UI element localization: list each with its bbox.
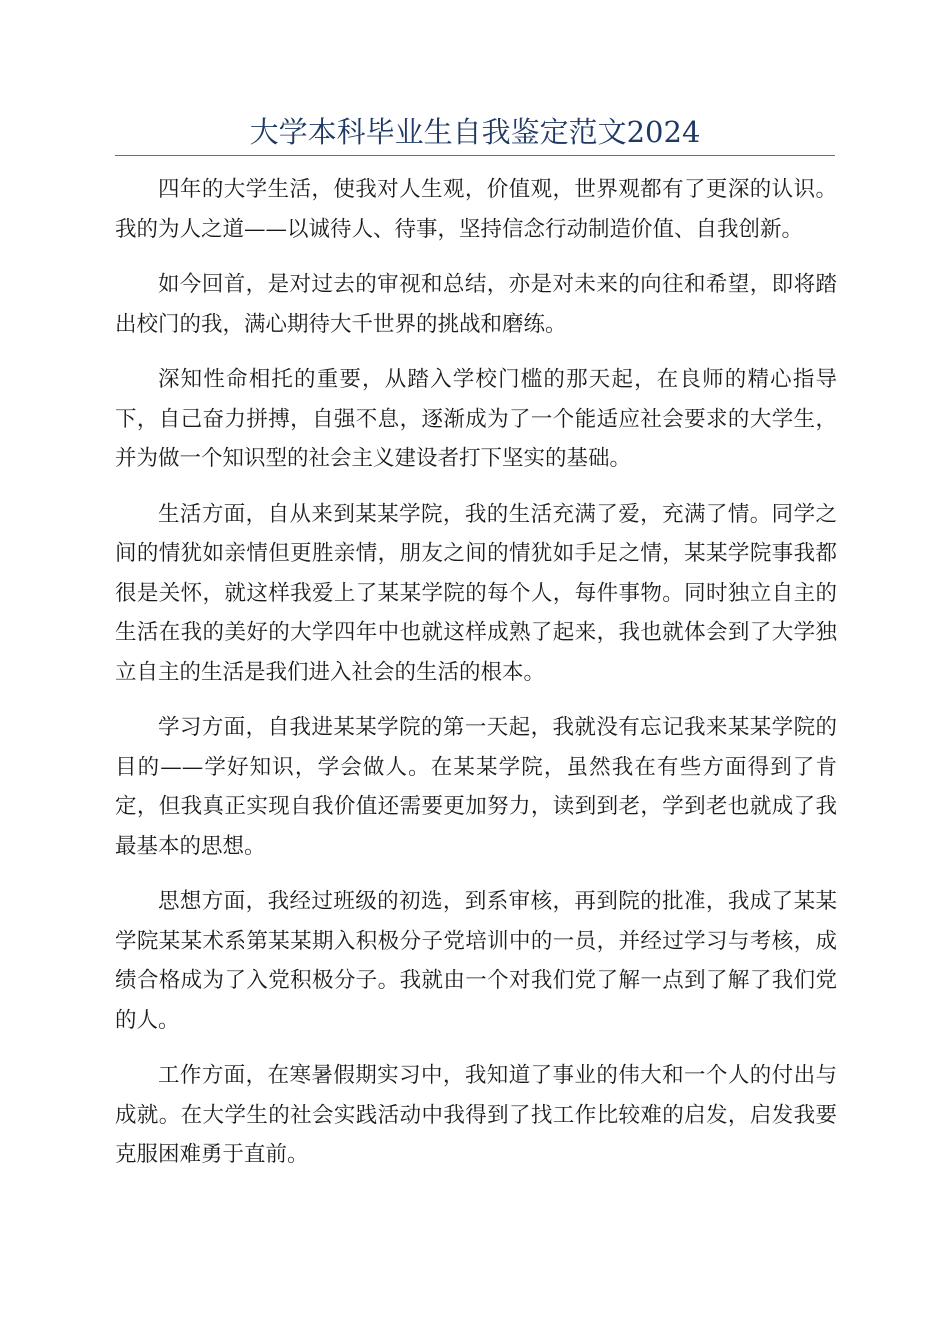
paragraph: 思想方面，我经过班级的初选，到系审核，再到院的批准，我成了某某学院某某术系第某某期入积极分子党培训中的一员，并经过学习与考核，成绩合格成为了入党积极分子。我就由一个对我们党了解一点到了解了我们党的人。 <box>115 889 837 1033</box>
paragraph: 学习方面，自我进某某学院的第一天起，我就没有忘记我来某某学院的目的——学好知识，学会做人。在某某学院，虽然我在有些方面得到了肯定，但我真正实现自我价值还需要更加努力，读到到老，学到老也就成了我最基本的思想。 <box>115 715 837 859</box>
document-title: 大学本科毕业生自我鉴定范文2024 <box>249 115 701 149</box>
title-underline <box>115 155 835 156</box>
paragraph: 生活方面，自从来到某某学院，我的生活充满了爱，充满了情。同学之间的情犹如亲情但更胜亲情，朋友之间的情犹如手足之情，某某学院事我都很是关怀，就这样我爱上了某某学院的每个人，每件事物。同时独立自主的生活在我的美好的大学四年中也就这样成熟了起来，我也就体会到了大学独立自主的生活是我们进入社会的生活的根本。 <box>115 501 837 685</box>
paragraph: 四年的大学生活，使我对人生观，价值观，世界观都有了更深的认识。我的为人之道——以诚待人、待事，坚持信念行动制造价值、自我创新。 <box>115 177 837 242</box>
document-body <box>115 170 837 1191</box>
paragraph: 如今回首，是对过去的审视和总结，亦是对未来的向往和希望，即将踏出校门的我，满心期待大千世界的挑战和磨练。 <box>115 272 837 337</box>
paragraph: 工作方面，在寒暑假期实习中，我知道了事业的伟大和一个人的付出与成就。在大学生的社会实践活动中我得到了找工作比较难的启发，启发我要克服困难勇于直前。 <box>115 1063 837 1167</box>
paragraph: 深知性命相托的重要，从踏入学校门槛的那天起，在良师的精心指导下，自己奋力拼搏，自强不息，逐渐成为了一个能适应社会要求的大学生，并为做一个知识型的社会主义建设者打下坚实的基础。 <box>115 367 837 471</box>
